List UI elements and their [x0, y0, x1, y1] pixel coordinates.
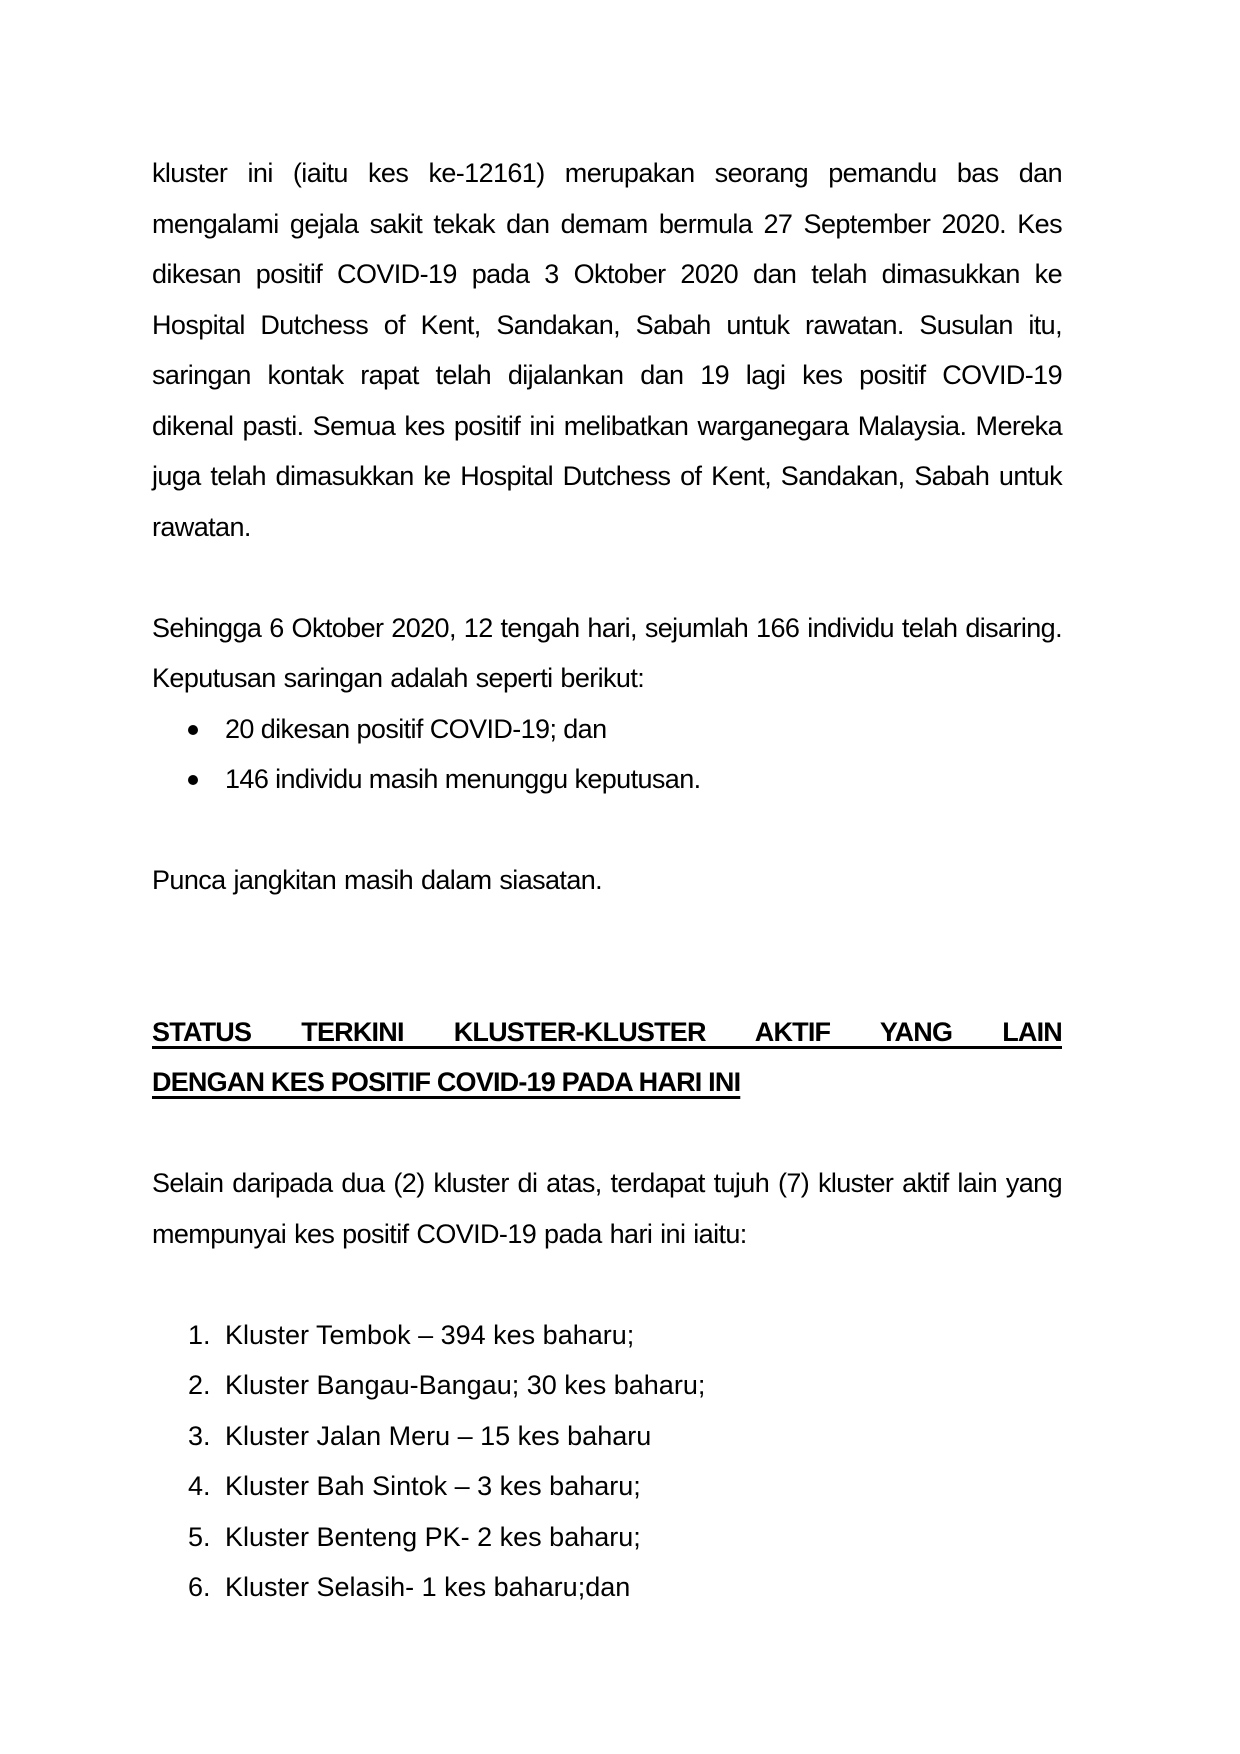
list-item — [152, 704, 1062, 755]
active-clusters-list — [152, 1310, 1062, 1613]
list-number: 3. — [188, 1420, 211, 1451]
cluster-text: Kluster Bah Sintok – 3 kes baharu; — [225, 1471, 641, 1501]
spacer — [152, 1108, 1062, 1159]
list-number: 1. — [188, 1319, 211, 1350]
list-number: 5. — [188, 1521, 211, 1552]
spacer — [152, 805, 1062, 856]
paragraph-screening-summary: Sehingga 6 Oktober 2020, 12 tengah hari, sejumlah 166 individu telah disaring. Keputusan saringan adalah seperti berikut: — [152, 612, 1062, 693]
cluster-text: Kluster Jalan Meru – 15 kes baharu — [225, 1420, 652, 1451]
spacer — [152, 906, 1062, 1007]
cluster-list-item — [152, 1512, 1062, 1563]
cluster-list-item — [152, 1360, 1062, 1411]
paragraph-other-clusters-intro: Selain daripada dua (2) kluster di atas, terdapat tujuh (7) kluster aktif lain yang mempunyai kes positif COVID-19 pada hari ini iaitu: — [152, 1168, 1062, 1249]
cluster-list-item — [152, 1310, 1062, 1361]
bullet-icon — [188, 775, 198, 785]
list-item-text: 20 dikesan positif COVID-19; dan — [225, 713, 607, 744]
list-number: 6. — [188, 1572, 211, 1602]
document-page — [152, 148, 1062, 1613]
paragraph-cluster-description: kluster ini (iaitu kes ke-12161) merupakan seorang pemandu bas dan mengalami gejala sakit tekak dan demam bermula 27 September 2020. Kes dikesan positif COVID-19 pada 3 Oktober 2020 dan telah dimasukkan ke Hospital Dutchess of Kent, Sandakan, Sabah untuk rawatan. Susulan itu, saringan kontak rapat telah dijalankan dan 19 lagi kes positif COVID-19 dikenal pasti. Semua kes positif ini melibatkan warganegara Malaysia. Mereka juga telah dimasukkan ke Hospital Dutchess of Kent, Sandakan, Sabah untuk rawatan. — [152, 158, 1062, 542]
spacer — [152, 1259, 1062, 1310]
paragraph-infection-source: Punca jangkitan masih dalam siasatan. — [152, 865, 603, 895]
list-item-text: 146 individu masih menunggu keputusan. — [225, 764, 701, 794]
spacer — [152, 552, 1062, 603]
list-item — [152, 754, 1062, 805]
cluster-text: Kluster Selasih- 1 kes baharu;dan — [225, 1572, 631, 1602]
cluster-list-item — [152, 1461, 1062, 1512]
list-number: 4. — [188, 1471, 211, 1501]
bullet-icon — [188, 725, 198, 735]
section-heading-line-1: STATUS TERKINI KLUSTER-KLUSTER AKTIF YANG LAIN — [152, 1016, 1062, 1047]
cluster-list-item — [152, 1411, 1062, 1462]
cluster-text: Kluster Tembok – 394 kes baharu; — [225, 1319, 635, 1350]
list-number: 2. — [188, 1370, 211, 1400]
cluster-list-item — [152, 1562, 1062, 1613]
section-heading-line-2: DENGAN KES POSITIF COVID-19 PADA HARI INI — [152, 1067, 741, 1097]
cluster-text: Kluster Bangau-Bangau; 30 kes baharu; — [225, 1370, 706, 1400]
screening-results-list — [152, 704, 1062, 805]
cluster-text: Kluster Benteng PK- 2 kes baharu; — [225, 1521, 641, 1552]
